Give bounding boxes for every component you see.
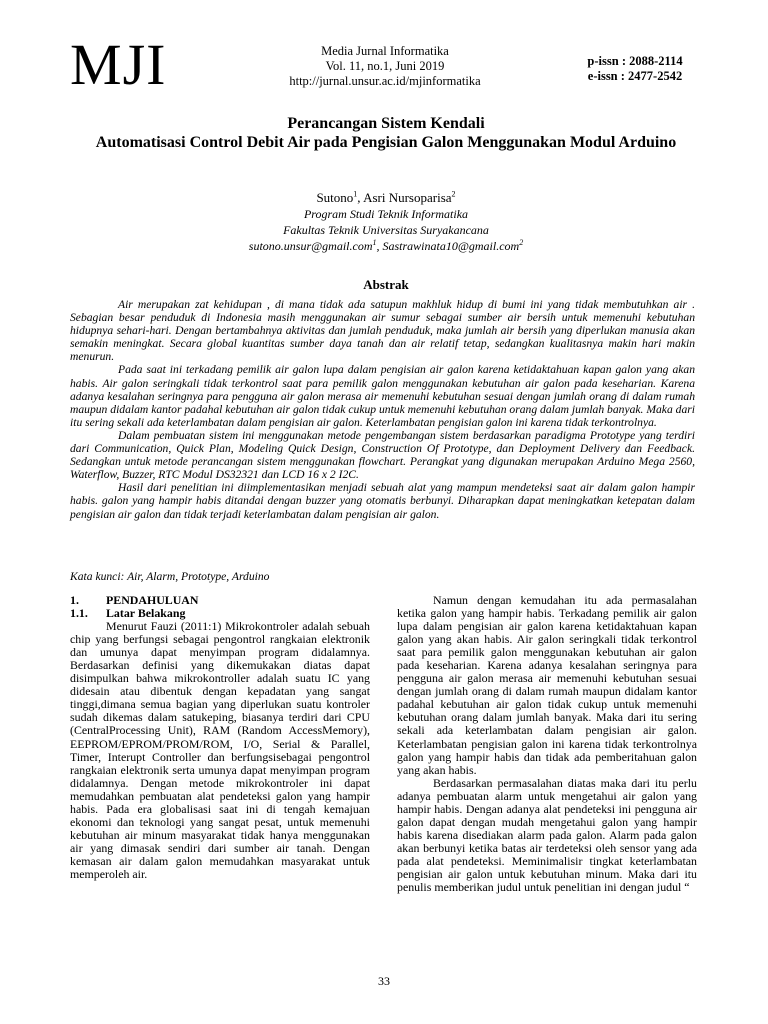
subsection-number: 1.1. [70,606,88,621]
journal-url[interactable]: http://jurnal.unsur.ac.id/mjinformatika [289,74,481,88]
subsection-title: Latar Belakang [106,606,186,621]
journal-name: Media Jurnal Informatika [321,44,449,58]
section-number: 1. [70,593,79,607]
abstract-paragraph: Air merupakan zat kehidupan , di mana tidak ada satupun makhluk hidup di bumi ini yang tidak membutuhkan air . Sebagian besar penduduk di Indonesia masih menggunakan air sumur sebagai sumber air bersih untuk memenuhi kebutuhan hidupnya sehari-hari. Dengan bertambahnya aktivitas dan jumlah penduduk, maka jumlah air bersih yang diperlukan manusia akan semakin meningkat. Secara global kuantitas sumber daya tanah dan air relatif tetap, sedangkan kualitasnya makin hari makin menurun. [70,298,695,364]
author-separator: , [357,190,364,205]
journal-logo: MJI [70,32,167,97]
section-title: PENDAHULUAN [106,593,199,607]
author-2-sup: 2 [451,189,456,199]
author-block [70,190,702,254]
abstract-heading: Abstrak [363,277,409,292]
author-1: Sutono [316,190,354,205]
issn-block [560,54,710,84]
author-emails [70,238,702,254]
title-line-1: Perancangan Sistem Kendali [287,115,485,132]
affiliation-program: Program Studi Teknik Informatika [303,207,469,221]
abstract-paragraph: Pada saat ini terkadang pemilik air galon lupa dalam pengisian air galon karena ketidaktahuan kapan galon yang akan habis. Air galon seringkali tidak terkontrol saat para pemilik galon menggunakan kebutuhan air galon pada keseharian. Karena adanya kesalahan seringnya para pengguna air galon merasa air memenuhi kebutuhan sesuai dengan jumlah orang di dalam rumah maupun didalam kantor padahal kebutuhan air galon tidak cukup untuk memenuhi kebutuhan orang dalam jumlah banyak. Maka dari itu sering sekali ada keterlambatan dalam pengisian air galon. Keterlambatan pengisian galon ini karena tidak terkontrolnya. [70,363,695,429]
left-body-text [70,620,370,881]
abstract-body [70,298,695,521]
issn-print: p-issn : 2088-2114 [587,54,683,68]
author-names [70,190,702,206]
abstract-paragraph: Dalam pembuatan sistem ini menggunakan metode pengembangan sistem berdasarkan paradigma Prototype yang terdiri dari Communication, Quick Plan, Modeling Quick Design, Construction Of Prototype, dan Deployment Delivery dan Feedback. Sedangkan untuk metode perancangan sistem menggunakan flowchart. Perangkat yang digunakan merupakan Arduino Mega 2560, Waterflow, Buzzer, RTC Modul DS32321 dan LCD 16 x 2 I2C. [70,428,695,482]
issn-online: e-issn : 2477-2542 [587,69,683,83]
author-2: Asri Nursoparisa [363,190,452,205]
left-column [70,594,370,881]
email-2[interactable]: Sastrawinata10@gmail.com [382,239,520,253]
journal-volume: Vol. 11, no.1, Juni 2019 [325,59,445,73]
email-2-sup: 2 [519,238,524,247]
paper-title [70,114,702,152]
right-column [397,594,697,894]
body-paragraph: Namun dengan kemudahan itu ada permasalahan ketika galon yang hampir habis. Terkadang pemilik air galon lupa dalam pengisian air galon karena ketidaktahuan kapan galon yang akan habis. Air galon seringkali tidak terkontrol saat para pemilik galon menggunakan kebutuhan air galon pada keseharian. Karena adanya kesalahan seringnya para pengguna air galon merasa air memenuhi kebutuhan sesuai dengan jumlah orang di dalam rumah maupun didalam kantor padahal kebutuhan air galon tidak cukup untuk memenuhi kebutuhan orang dalam jumlah banyak. Maka dari itu sering sekali ada keterlambatan dalam pengisian air galon. Keterlambatan pengisian galon ini karena tidak terkontrolnya galon yang hampir habis dan tidak ada pemberitahuan galon yang akan habis. [397,593,697,777]
author-1-sup: 1 [353,189,358,199]
keywords: Kata kunci: Air, Alarm, Prototype, Arduino [70,570,270,583]
right-body-text [397,594,697,894]
journal-info [240,44,530,89]
email-separator: , [376,239,383,253]
email-1[interactable]: sutono.unsur@gmail.com [248,239,373,253]
title-line-2: Automatisasi Control Debit Air pada Pengisian Galon Menggunakan Modul Arduino [95,134,677,151]
page-number: 33 [378,974,390,988]
body-paragraph: Berdasarkan permasalahan diatas maka dari itu perlu adanya pembuatan alarm untuk mengetahui air galon yang hampir habis. Dengan adanya alat pendeteksi ini pengguna air galon dapat dengan mudah mengetahui galon yang hampir habis karena disediakan alarm pada galon. Alarm pada galon akan berbunyi ketika batas air terdeteksi oleh sensor yang ada pada alat pendeteksi. Meminimalisir tingkat keterlambatan pengisian air galon untuk kebutuhan minum. Maka dari itu penulis memberikan judul untuk penelitian ini dengan judul “ [397,775,697,895]
email-1-sup: 1 [372,238,377,247]
body-paragraph: Menurut Fauzi (2011:1) Mikrokontroler adalah sebuah chip yang berfungsi sebagai pengontrol rangkaian elektronik dan umunya dapat menyimpan program didalamnya. Berdasarkan definisi yang dikemukakan diatas dapat disimpulkan bahwa mikrokontroller adalah suatu IC yang didesain atau dibentuk dengan kepadatan yang sangat tinggi,dimana semua bagian yang diperlukan suatu kontroler sudah dikemas dalam satukeping, biasanya terdiri dari CPU (CentralProcessing Unit), RAM (Random AccessMemory), EEPROM/EPROM/PROM/ROM, I/O, Serial & Parallel, Timer, Interupt Controller dan berfungsisebagai pengontrol rangkaian elektronik serta umunya dapat menyimpan program didalamnya. Dengan metode mikrokontroler ini dapat memudahkan pembuatan alat pendeteksi galon yang hampir habis. Pada era globalisasi saat ini di tengah kemajuan ekonomi dan teknologi yang sangat pesat, untuk memenuhi kebutuhan air minum masyarakat tidak hanya menggunakan air yang dimasak sendiri dari sumber air tanah. Dengan kemasan air dalam galon memudahkan masyarakat untuk memperoleh air. [70,619,370,881]
abstract-paragraph: Hasil dari penelitian ini diimplementasikan menjadi sebuah alat yang mampun mendeteksi saat air dalam galon hampir habis. galon yang hampir habis ditandai dengan buzzer yang otomatis berbunyi. Diharapkan dapat meningkatkan ketepatan dalam pengisian air galon dan tidak terjadi keterlambatan dalam pengisian air galon. [70,481,695,521]
affiliation-faculty: Fakultas Teknik Universitas Suryakancana [283,223,489,237]
